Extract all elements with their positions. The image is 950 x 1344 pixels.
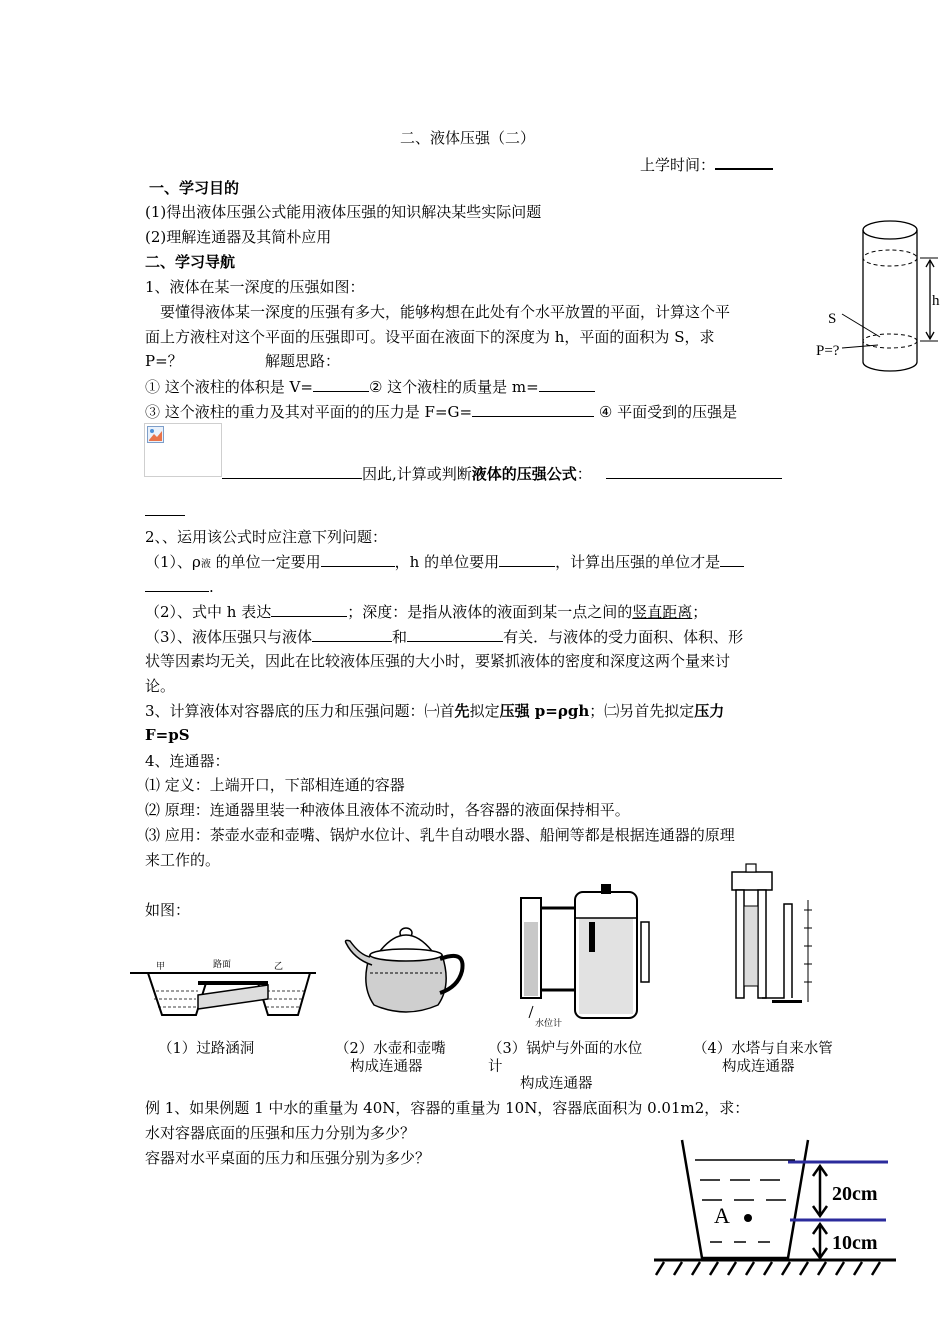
example-line3: 容器对水平桌面的压力和压强分别为多少？ [145,1149,431,1167]
q-formula-prefix: 因此,计算或判断 [362,465,472,483]
label-road: 路面 [213,959,232,969]
caption-teapot-1: （2）水壶和壶嘴 [335,1041,446,1057]
label-jia: 甲 [156,961,166,971]
blank-factor2 [407,625,503,642]
item2-text2: ；深度：是指从液体的液面到某一点之间的 [347,603,633,621]
q-formula-bold: 液体的压强公式 [471,465,577,483]
part4-heading: 4、连通器： [145,752,230,770]
question-force-pressure [145,400,737,423]
label-20cm: 20cm [832,1183,878,1205]
blank-volume [313,375,369,392]
q-pressure: ④ 平面受到的压强是 [598,403,738,421]
part1-line3b: 解题思路： [265,352,341,370]
item1-text: （1）、ρ [145,553,201,571]
caption-boiler-1: （3）锅炉与外面的水位 [488,1041,643,1057]
item1-text4: ，计算出压强的单位才是 [555,553,721,571]
boiler-figure [515,882,665,1030]
part4-application: ⑶ 应用：茶壶水壶和壶嘴、锅炉水位计、乳牛自动喂水器、船闸等都是根据连通器的原理 [145,826,735,844]
part3-line1 [145,700,724,722]
figure-label: 如图： [145,901,191,919]
part2-heading: 2、、运用该公式时应注意下列问题： [145,528,388,546]
p3-b: 先 [454,702,470,720]
part2-item1 [145,550,744,576]
example-line1: 例 1、如果例题 1 中水的重量为 40N，容器的重量为 10N，容器底面积为 0.01m2，求： [145,1099,750,1117]
part1-line2: 面上方液柱对这个平面的压强即可。设平面在液面下的深度为 h，平面的面积为 S，求 [145,328,715,346]
part2-item3-line3: 论。 [145,677,176,695]
broken-image-icon [147,426,165,444]
part4-principle: ⑵ 原理：连通器里装一种液体且液体不流动时，各容器的液面保持相平。 [145,801,630,819]
part2-item2 [145,600,707,623]
item2-text: （2）、式中 h 表达 [145,603,272,621]
q-force: ③ 这个液柱的重力及其对平面的的压力是 F=G= [145,403,473,421]
label-water-gauge: 水位计 [535,1018,563,1028]
label-point-A: A [714,1203,730,1228]
label-h: h [932,293,940,309]
item3-text3: 有关．与液体的受力面积、体积、形 [503,628,744,646]
item2-text4: ； [692,603,708,621]
culvert-figure [128,955,318,1025]
part4-application-cont: 来工作的。 [145,851,221,869]
part1-line1: 要懂得液体某一深度的压强有多大，能够构想在此处有个水平放置的平面，计算这个平 [160,303,731,321]
blank-force [472,400,594,417]
label-10cm: 10cm [832,1232,878,1254]
caption-boiler-3: 构成连通器 [520,1076,593,1092]
item1-sub: 液 [200,559,211,570]
part3-line2: F=pS [145,726,190,744]
blank-h-unit [499,550,555,567]
p3-c: 拟定 [469,702,500,720]
p3-a: 3、计算液体对容器底的压力和压强问题：㈠首 [145,702,455,720]
water-tower-figure [712,860,830,1008]
part2-item3 [145,625,743,648]
section-guide-heading: 二、学习导航 [145,253,236,271]
objective-2: (2)理解连通器及其简朴应用 [145,228,332,246]
blank-formula-cont [145,499,185,516]
blank-rho-unit [321,550,395,567]
example-line2: 水对容器底面的压强和压力分别为多少？ [145,1124,416,1142]
label-S: S [828,311,837,327]
p3-d: 压强 p=ρgh [499,702,590,720]
part1-heading: 1、液体在某一深度的压强如图： [145,278,365,296]
item3-text: （3）、液体压强只与液体 [145,628,313,646]
p3-f: 压力 [694,702,725,720]
part1-line3a: P=？ [145,352,183,370]
caption-culvert: （1）过路涵洞 [158,1041,255,1057]
item3-and: 和 [392,628,408,646]
section-objectives-heading: 一、学习目的 [149,179,240,197]
part4-definition: ⑴ 定义：上端开口，下部相连通的容器 [145,776,405,794]
page-title: 二、液体压强（二） [400,129,536,147]
question-volume-mass [145,375,595,398]
blank-formula [606,462,782,479]
part2-item1-cont: . [145,575,214,598]
class-time [640,152,773,176]
item2-underlined: 竖直距离 [632,603,693,621]
liquid-column-figure [810,215,945,375]
blank-mass [539,375,595,392]
label-yi: 乙 [274,961,284,971]
formula-line [222,462,782,485]
class-time-blank [715,152,773,170]
caption-tower-2: 构成连通器 [722,1059,795,1075]
image-placeholder [144,423,222,477]
formula-line-continued [145,499,185,522]
q-formula-colon: ： [576,465,592,483]
blank-p-unit [720,550,744,567]
blank-h-meaning [271,600,347,617]
blank-pressure [222,462,362,479]
item1-text2: 的单位一定要用 [215,553,321,571]
container-figure [650,1130,900,1280]
caption-teapot-2: 构成连通器 [350,1059,423,1075]
item1-text3: ，h 的单位要用 [394,553,500,571]
blank-factor1 [312,625,392,642]
caption-tower-1: （4）水塔与自来水管 [693,1041,833,1057]
caption-boiler-2: 计 [488,1059,503,1075]
label-P: P=? [816,343,840,359]
teapot-figure [340,915,475,1025]
p3-e: ；㈡另首先拟定 [589,702,695,720]
q-volume: ① 这个液柱的体积是 V= [145,378,313,396]
part2-item3-line2: 状等因素均无关，因此在比较液体压强的大小时，要紧抓液体的密度和深度这两个量来讨 [145,652,731,670]
blank-p-unit-cont [145,575,209,592]
q-mass: ② 这个液柱的质量是 m= [368,378,539,396]
objective-1: (1)得出液体压强公式能用液体压强的知识解决某些实际问题 [145,203,542,221]
class-time-label: 上学时间： [640,156,716,174]
